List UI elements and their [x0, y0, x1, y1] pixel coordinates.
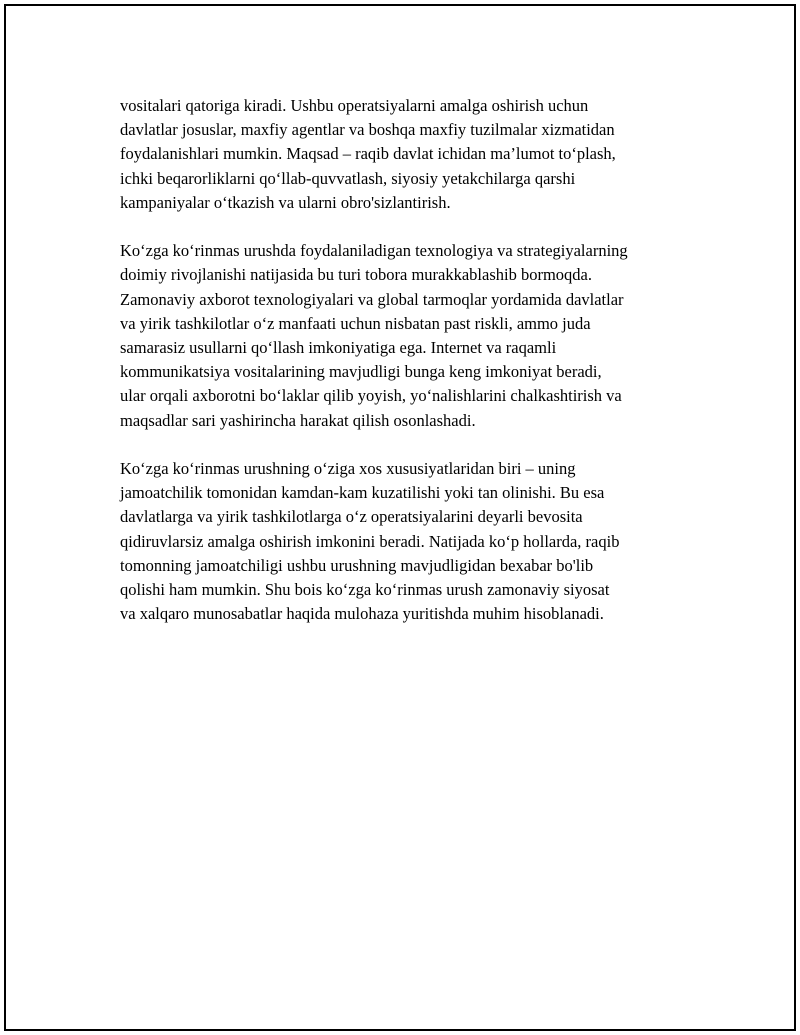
paragraph-2: [120, 239, 720, 433]
text-line: Zamonaviy axborot texnologiyalari va global tarmoqlar yordamida davlatlar: [120, 289, 624, 309]
text-line: vositalari qatoriga kiradi. Ushbu operatsiyalarni amalga oshirish uchun: [120, 96, 589, 115]
text-line: doimiy rivojlanishi natijasida bu turi tobora murakkablashib bormoqda.: [120, 265, 592, 285]
text-line: maqsadlar sari yashirincha harakat qilish osonlashadi.: [120, 410, 476, 430]
text-line: foydalanishlari mumkin. Maqsad – raqib davlat ichidan ma’lumot to‘plash,: [120, 144, 616, 164]
text-line: kommunikatsiya vositalarining mavjudligi bunga keng imkoniyat beradi,: [120, 362, 602, 382]
text-line: davlatlar josuslar, maxfiy agentlar va boshqa maxfiy tuzilmalar xizmatidan: [120, 120, 615, 140]
text-line: va yirik tashkilotlar o‘z manfaati uchun nisbatan past riskli, ammo juda: [120, 313, 591, 333]
text-line: ichki beqarorliklarni qo‘llab-quvvatlash, siyosiy yetakchilarga qarshi: [120, 168, 576, 188]
text-line: qidiruvlarsiz amalga oshirish imkonini beradi. Natijada ko‘p hollarda, raqib: [120, 531, 620, 551]
text-line: ular orqali axborotni bo‘laklar qilib yoyish, yo‘nalishlarini chalkashtirish va: [120, 386, 622, 406]
text-line: samarasiz usullarni qo‘llash imkoniyatiga ega. Internet va raqamli: [120, 338, 557, 358]
paragraph-1: [120, 94, 720, 215]
text-line: jamoatchilik tomonidan kamdan-kam kuzatilishi yoki tan olinishi. Bu esa: [120, 483, 605, 503]
text-line: kampaniyalar o‘tkazish va ularni obro'sizlantirish.: [120, 192, 451, 212]
text-line: tomonning jamoatchiligi ushbu urushning mavjudligidan bexabar bo'lib: [120, 555, 594, 575]
text-line: Ko‘zga ko‘rinmas urushning o‘ziga xos xususiyatlaridan biri – uning: [120, 459, 576, 479]
document-page: [4, 4, 796, 1031]
paragraph-3: [120, 457, 720, 626]
text-line: davlatlarga va yirik tashkilotlarga o‘z operatsiyalarini deyarli bevosita: [120, 507, 583, 527]
document-body: [120, 94, 720, 651]
text-line: qolishi ham mumkin. Shu bois ko‘zga ko‘rinmas urush zamonaviy siyosat: [120, 580, 610, 600]
text-line: va xalqaro munosabatlar haqida mulohaza yuritishda muhim hisoblanadi.: [120, 604, 604, 624]
text-line: Ko‘zga ko‘rinmas urushda foydalaniladigan texnologiya va strategiyalarning: [120, 241, 628, 261]
